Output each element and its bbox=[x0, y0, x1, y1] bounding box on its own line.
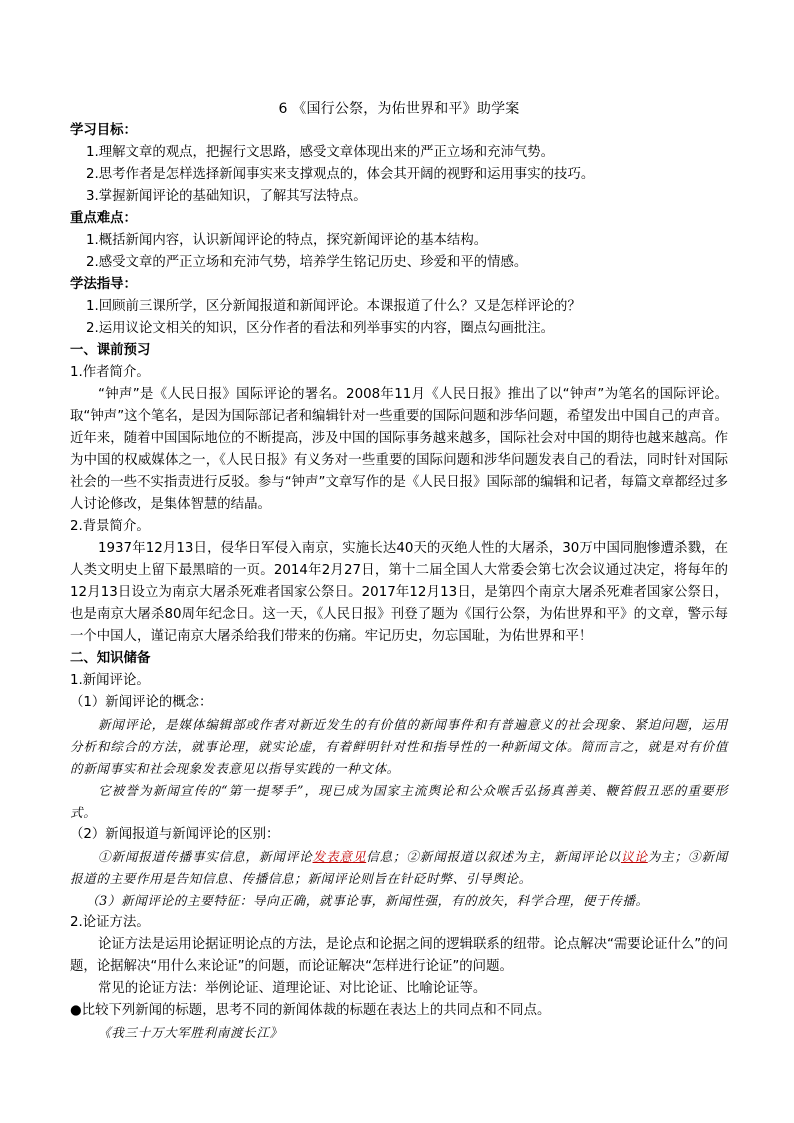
key-points-heading: 重点难点： bbox=[70, 211, 137, 226]
goal-item: 2.思考作者是怎样选择新闻事实来支撑观点的，体会其开阔的视野和运用事实的技巧。 bbox=[86, 167, 595, 182]
difference-label: （2）新闻报道与新闻评论的区别： bbox=[70, 827, 280, 842]
diff-highlight-express-opinion: 发表意见 bbox=[312, 849, 367, 864]
key-point-item: 2.感受文章的严正立场和充沛气势，培养学生铭记历史、珍爱和平的情感。 bbox=[86, 255, 528, 270]
goal-item: 1.理解文章的观点，把握行文思路，感受文章体现出来的严正立场和充沛气势。 bbox=[86, 145, 555, 160]
diff-text-a: ①新闻报道传播事实信息，新闻评论 bbox=[98, 849, 313, 864]
background-paragraph: 1937年12月13日，侵华日军侵入南京，实施长达40天的灭绝人性的大屠杀，30万中国同胞惨遭杀戮，在人类文明史上留下最黑暗的一页。2014年2月27日，第十二届全国人大常委会第七次会议通过决定，将每年的12月13日设立为南京大屠杀死难者国家公祭日。2017年12月13日，是第四个南京大屠杀死难者国家公祭日，也是南京大屠杀80周年纪念日。这一天，《人民日报》刊登了题为《国行公祭，为佑世界和平》的文章，警示每一个中国人，谨记南京大屠杀给我们带来的伤痛。牢记历史，勿忘国耻，为佑世界和平！ bbox=[70, 541, 728, 644]
example-news-title: 《我三十万大军胜利南渡长江》 bbox=[98, 1025, 283, 1040]
methods-heading: 学法指导： bbox=[70, 277, 137, 292]
author-intro-paragraph: “钟声”是《人民日报》国际评论的署名。2008年11月《人民日报》推出了以“钟声”为笔名的国际评论。取“钟声”这个笔名，是因为国际部记者和编辑针对一些重要的国际问题和涉华问题，希望发出中国自己的声音。近年来，随着中国国际地位的不断提高，涉及中国的国际事务越来越多，国际社会对中国的期待也越来越高。作为中国的权威媒体之一，《人民日报》有义务对一些重要的国际问题和涉华问题发表自己的看法，同时针对国际社会的一些不实指责进行反驳。参与“钟声”文章写作的是《人民日报》国际部的编辑和记者，每篇文章都经过多人讨论修改，是集体智慧的结晶。 bbox=[70, 387, 728, 512]
argument-methods-label: 2.论证方法。 bbox=[70, 915, 150, 930]
document-page bbox=[70, 98, 728, 1044]
concept-paragraph-2: 它被誉为新闻宣传的“第一提琴手”，现已成为国家主流舆论和公众喉舌弘扬真善美、鞭笞假丑恶的重要形式。 bbox=[70, 783, 728, 820]
background-label: 2.背景简介。 bbox=[70, 519, 150, 534]
method-item: 2.运用议论文相关的知识，区分作者的看法和列举事实的内容，圈点勾画批注。 bbox=[86, 321, 555, 336]
section1-heading: 一、课前预习 bbox=[70, 343, 151, 358]
section2-heading: 二、知识储备 bbox=[70, 651, 151, 666]
key-point-item: 1.概括新闻内容，认识新闻评论的特点，探究新闻评论的基本结构。 bbox=[86, 233, 488, 248]
author-intro-label: 1.作者简介。 bbox=[70, 365, 150, 380]
diff-text-c: 为主；③新闻报道的主要作用是告知信息、传播信息；新闻评论则旨在针砭时弊、引导舆论。 bbox=[70, 849, 729, 886]
concept-paragraph: 新闻评论，是媒体编辑部或作者对新近发生的有价值的新闻事件和有普遍意义的社会现象、紧迫问题，运用分析和综合的方法，就事论理，就实论虚，有着鲜明针对性和指导性的一种新闻文体。简而言之，就是对有价值的新闻事实和社会现象发表意见以指导实践的一种文体。 bbox=[70, 717, 728, 776]
comparison-instruction: ●比较下列新闻的标题，思考不同的新闻体裁的标题在表达上的共同点和不同点。 bbox=[70, 1003, 551, 1018]
page-title: 6 《国行公祭，为佑世界和平》助学案 bbox=[278, 101, 520, 117]
goals-heading: 学习目标： bbox=[70, 123, 137, 138]
feature-line: （3）新闻评论的主要特征：导向正确，就事论事，新闻性强，有的放矢，科学合理，便于传播。 bbox=[86, 893, 649, 908]
method-item: 1.回顾前三课所学，区分新闻报道和新闻评论。本课报道了什么？又是怎样评论的？ bbox=[86, 299, 581, 314]
difference-paragraph bbox=[70, 846, 728, 890]
diff-text-b: 信息；②新闻报道以叙述为主，新闻评论以 bbox=[366, 849, 621, 864]
argument-methods-list: 常见的论证方法：举例论证、道理论证、对比论证、比喻论证等。 bbox=[98, 981, 487, 996]
argument-paragraph: 论证方法是运用论据证明论点的方法，是论点和论据之间的逻辑联系的纽带。论点解决“需要论证什么”的问题，论据解决“用什么来论证”的问题，而论证解决“怎样进行论证”的问题。 bbox=[70, 937, 728, 974]
diff-highlight-argument: 议论 bbox=[620, 849, 648, 864]
news-review-label: 1.新闻评论。 bbox=[70, 673, 150, 688]
goal-item: 3.掌握新闻评论的基础知识，了解其写法特点。 bbox=[86, 189, 367, 204]
concept-label: （1）新闻评论的概念： bbox=[70, 695, 213, 710]
